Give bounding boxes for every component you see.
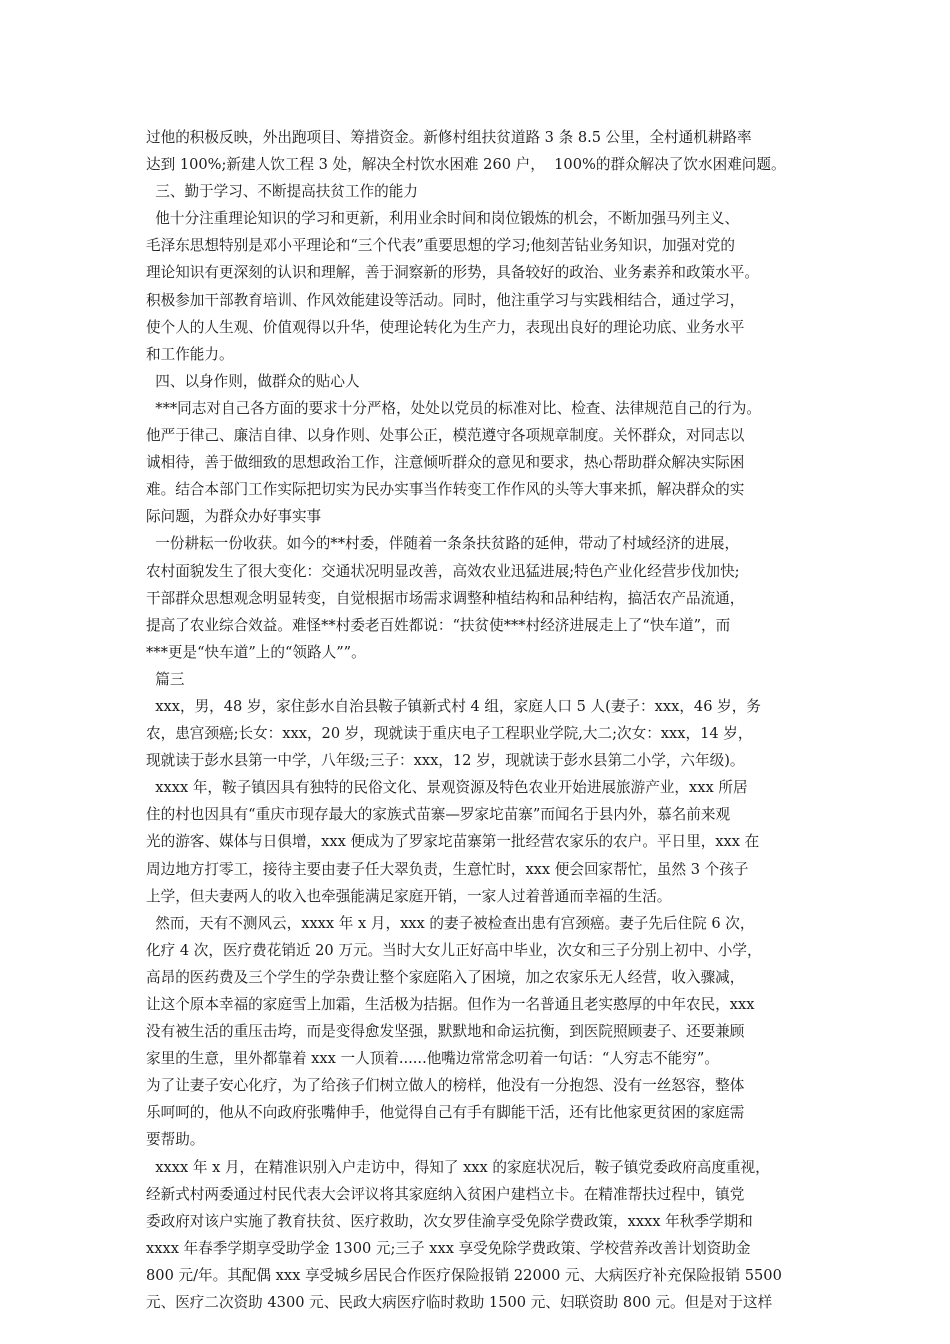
- text-line: 他十分注重理论知识的学习和更新，利用业余时间和岗位锻炼的机会，不断加强马列主义、: [146, 210, 740, 228]
- text-line: 农村面貌发生了很大变化：交通状况明显改善，高效农业迅猛进展;特色产业化经营步伐加快;: [146, 562, 740, 580]
- text-line: 经新式村两委通过村民代表大会评议将其家庭纳入贫困户建档立卡。在精准帮扶过程中，镇党: [146, 1185, 745, 1203]
- text-line: 上学，但夫妻两人的收入也牵强能满足家庭开销，一家人过着普通而幸福的生活。: [146, 887, 672, 905]
- text-line: 800 元/年。其配偶 xxx 享受城乡居民合作医疗保险报销 22000 元、大病医疗补充保险报销 5500: [146, 1266, 782, 1284]
- text-line: 化疗 4 次，医疗费花销近 20 万元。当时大女儿正好高中毕业，次女和三子分别上初中、小学，: [146, 941, 762, 959]
- text-line: xxxx 年春季学期享受助学金 1300 元;三子 xxx 享受免除学费政策、学校营养改善计划资助金: [146, 1239, 751, 1257]
- text-line: 周边地方打零工，接待主要由妻子任大翠负责，生意忙时，xxx 便会回家帮忙，虽然 3 个孩子: [146, 860, 749, 878]
- text-line: 难。结合本部门工作实际把切实为民办实事当作转变工作作风的头等大事来抓，解决群众的实: [146, 481, 745, 499]
- text-line: 积极参加干部教育培训、作风效能建设等活动。同时，他注重学习与实践相结合，通过学习，: [146, 291, 745, 309]
- text-line: xxxx 年 x 月，在精准识别入户走访中，得知了 xxx 的家庭状况后，鞍子镇党委政府高度重视，: [146, 1158, 770, 1176]
- document-body: [146, 124, 806, 1316]
- text-line: 没有被生活的重压击垮，而是变得愈发坚强，默默地和命运抗衡，到医院照顾妻子、还要兼顾: [146, 1023, 745, 1041]
- text-line: 家里的生意，里外都靠着 xxx 一人顶着......他嘴边常常念叨着一句话：“人穷志不能穷”。: [146, 1050, 719, 1068]
- text-line: 乐呵呵的，他从不向政府张嘴伸手，他觉得自己有手有脚能干活，还有比他家更贫困的家庭需: [146, 1104, 745, 1122]
- text-line: 光的游客、媒体与日俱增，xxx 便成为了罗家坨苗寨第一批经营农家乐的农户。平日里，xxx 在: [146, 833, 760, 851]
- text-line: xxxx 年，鞍子镇因具有独特的民俗文化、景观资源及特色农业开始进展旅游产业，xxx 所居: [146, 779, 748, 797]
- text-line: ***更是“快车道”上的“领路人””。: [146, 643, 366, 661]
- text-line: 际问题，为群众办好事实事: [146, 508, 322, 526]
- text-line: 提高了农业综合效益。难怪**村委老百姓都说：“扶贫使***村经济进展走上了“快车道”，而: [146, 616, 731, 634]
- text-line: 诚相待，善于做细致的思想政治工作，注意倾听群众的意见和要求，热心帮助群众解决实际困: [146, 454, 745, 472]
- text-line: 高昂的医药费及三个学生的学杂费让整个家庭陷入了困境，加之农家乐无人经营，收入骤减，: [146, 968, 745, 986]
- text-line: 委政府对该户实施了教育扶贫、医疗救助，次女罗佳渝享受免除学费政策，xxxx 年秋季学期和: [146, 1212, 753, 1230]
- text-line: 让这个原本幸福的家庭雪上加霜，生活极为拮据。但作为一名普通且老实憨厚的中年农民，xxx: [146, 996, 755, 1013]
- text-line: 他严于律己、廉洁自律、以身作则、处事公正，模范遵守各项规章制度。关怀群众，对同志以: [146, 427, 745, 445]
- text-line: 元、医疗二次资助 4300 元、民政大病医疗临时救助 1500 元、妇联资助 800 元。但是对于这样: [146, 1294, 773, 1312]
- text-line: 和工作能力。: [146, 345, 234, 363]
- text-line: ***同志对自己各方面的要求十分严格，处处以党员的标准对比、检查、法律规范自己的行为。: [146, 399, 761, 417]
- text-line: 过他的积极反映，外出跑项目、筹措资金。新修村组扶贫道路 3 条 8.5 公里，全村通机耕路率: [146, 129, 752, 146]
- text-line: 四、以身作则，做群众的贴心人: [146, 372, 360, 390]
- text-line: 三、勤于学习、不断提高扶贫工作的能力: [146, 183, 418, 201]
- text-line: xxx，男，48 岁，家住彭水自治县鞍子镇新式村 4 组，家庭人口 5 人(妻子：xxx，46 岁，务: [146, 697, 761, 715]
- text-line: 农，患宫颈癌;长女：xxx，20 岁，现就读于重庆电子工程职业学院,大二;次女：xxx，14 岁，: [146, 725, 753, 743]
- text-line: 使个人的人生观、价值观得以升华，使理论转化为生产力，表现出良好的理论功底、业务水平: [146, 318, 745, 336]
- text-line: 理论知识有更深刻的认识和理解，善于洞察新的形势，具备较好的政治、业务素养和政策水平。: [146, 264, 759, 282]
- text-line: 毛泽东思想特别是邓小平理论和“三个代表”重要思想的学习;他刻苦钻业务知识，加强对党的: [146, 237, 735, 255]
- text-line: 住的村也因具有“重庆市现存最大的家族式苗寨—罗家坨苗寨”而闻名于县内外，慕名前来观: [146, 806, 731, 824]
- text-line: 要帮助。: [146, 1131, 205, 1149]
- text-line: 达到 100%;新建人饮工程 3 处，解决全村饮水困难 260 户， 100%的群众解决了饮水困难问题。: [146, 156, 786, 174]
- text-line: 然而，天有不测风云，xxxx 年 x 月，xxx 的妻子被检查出患有宫颈癌。妻子先后住院 6 次，: [146, 914, 755, 932]
- text-line: 一份耕耘一份收获。如今的**村委，伴随着一条条扶贫路的延伸，带动了村域经济的进展，: [146, 535, 740, 553]
- text-line: 干部群众思想观念明显转变，自觉根据市场需求调整种植结构和品种结构，搞活农产品流通，: [146, 589, 745, 607]
- text-line: 为了让妻子安心化疗，为了给孩子们树立做人的榜样，他没有一分抱怨、没有一丝怒容，整体: [146, 1077, 745, 1095]
- text-line: 篇三: [146, 670, 185, 688]
- text-line: 现就读于彭水县第一中学，八年级;三子：xxx，12 岁，现就读于彭水县第二小学，六年级)。: [146, 752, 745, 770]
